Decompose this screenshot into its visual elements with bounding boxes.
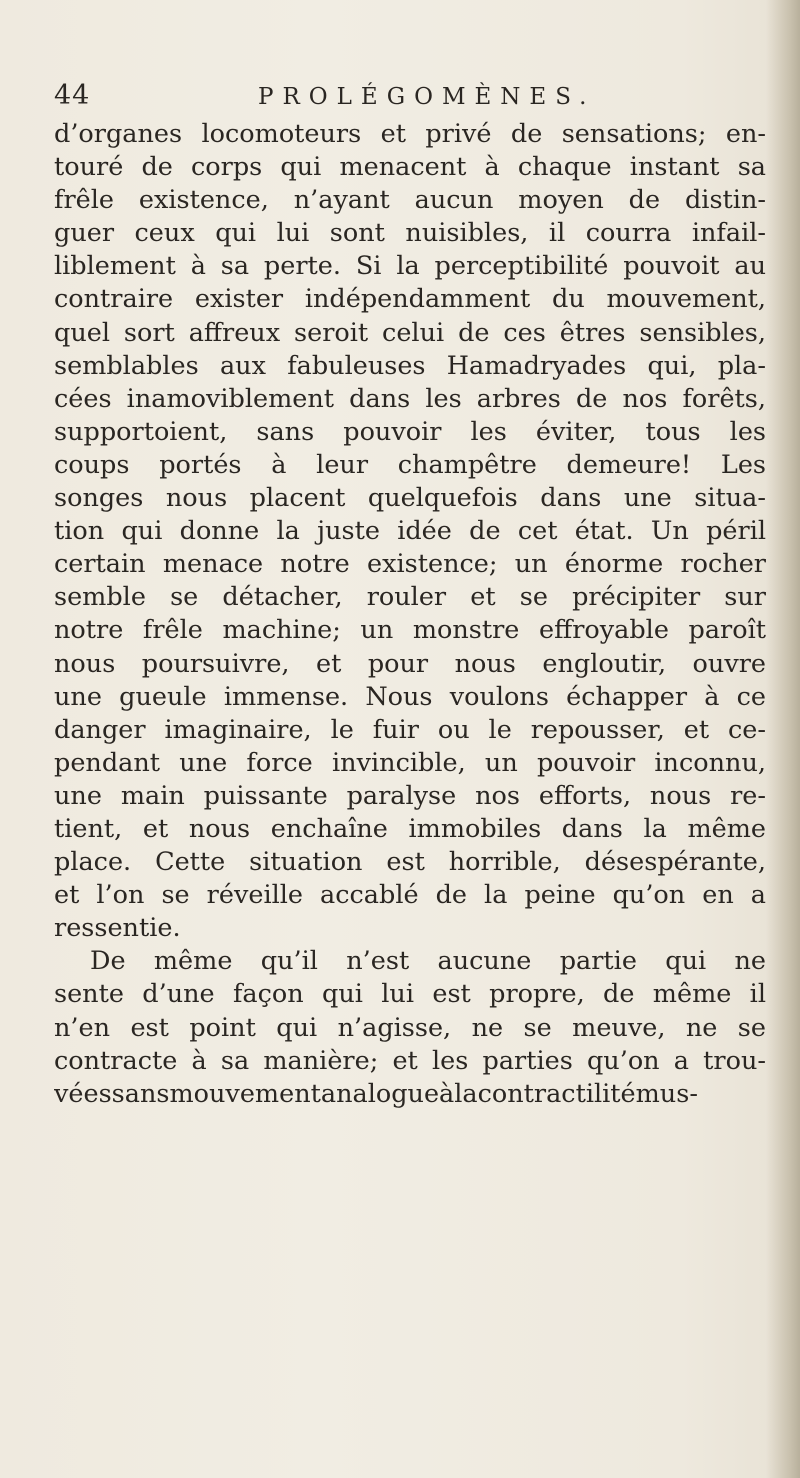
- text-line: et l’on se réveille accablé de la peine qu’on en a: [54, 880, 766, 911]
- text-line: contracte à sa manière; et les parties qu’on a trou-: [54, 1045, 766, 1076]
- text-line: une gueule immense. Nous voulons échapper à ce: [54, 681, 766, 712]
- text-line: pendant une force invincible, un pouvoir inconnu,: [54, 747, 766, 778]
- text-line: frêle existence, n’ayant aucun moyen de distin-: [54, 185, 766, 216]
- text-line: tient, et nous enchaîne immobiles dans la même: [54, 813, 766, 844]
- text-line: d’organes locomoteurs et privé de sensations; en-: [54, 119, 766, 149]
- text-line: véessansmouvementanalogueàlacontractilitémus-: [54, 1078, 698, 1109]
- text-line: supportoient, sans pouvoir les éviter, tous les: [54, 416, 766, 447]
- body-text: [54, 118, 766, 1111]
- text-line: quel sort affreux seroit celui de ces êtres sensibles,: [54, 317, 766, 348]
- page-header: [54, 80, 766, 120]
- text-line: nous poursuivre, et pour nous engloutir, ouvre: [54, 648, 766, 679]
- text-line: liblement à sa perte. Si la perceptibilité pouvoit au: [54, 251, 766, 282]
- text-line: semble se détacher, rouler et se précipiter sur: [54, 582, 766, 613]
- text-line: tion qui donne la juste idée de cet état. Un péril: [54, 516, 766, 547]
- text-line: touré de corps qui menacent à chaque instant sa: [54, 152, 766, 183]
- text-line: danger imaginaire, le fuir ou le repousser, et ce-: [54, 714, 766, 745]
- text-line: sente d’une façon qui lui est propre, de même il: [54, 979, 766, 1010]
- text-line: certain menace notre existence; un énorme rocher: [54, 549, 766, 580]
- page-number: 44: [54, 80, 91, 111]
- text-line: De même qu’il n’est aucune partie qui ne: [90, 946, 766, 977]
- text-line: semblables aux fabuleuses Hamadryades qui, pla-: [54, 350, 766, 381]
- page-edge-shadow: [766, 0, 800, 1478]
- text-line: songes nous placent quelquefois dans une situa-: [54, 483, 766, 514]
- text-line: n’en est point qui n’agisse, ne se meuve, ne se: [54, 1012, 766, 1043]
- text-line: une main puissante paralyse nos efforts, nous re-: [54, 780, 766, 811]
- text-line: cées inamoviblement dans les arbres de nos forêts,: [54, 383, 766, 414]
- running-title: PROLÉGOMÈNES.: [258, 84, 596, 110]
- text-line: contraire exister indépendamment du mouvement,: [54, 284, 766, 315]
- text-line: place. Cette situation est horrible, désespérante,: [54, 847, 766, 878]
- text-line: coups portés à leur champêtre demeure! Les: [54, 449, 766, 480]
- text-line: ressentie.: [54, 913, 181, 944]
- text-line: notre frêle machine; un monstre effroyable paroît: [54, 615, 766, 646]
- text-line: guer ceux qui lui sont nuisibles, il courra infail-: [54, 218, 766, 249]
